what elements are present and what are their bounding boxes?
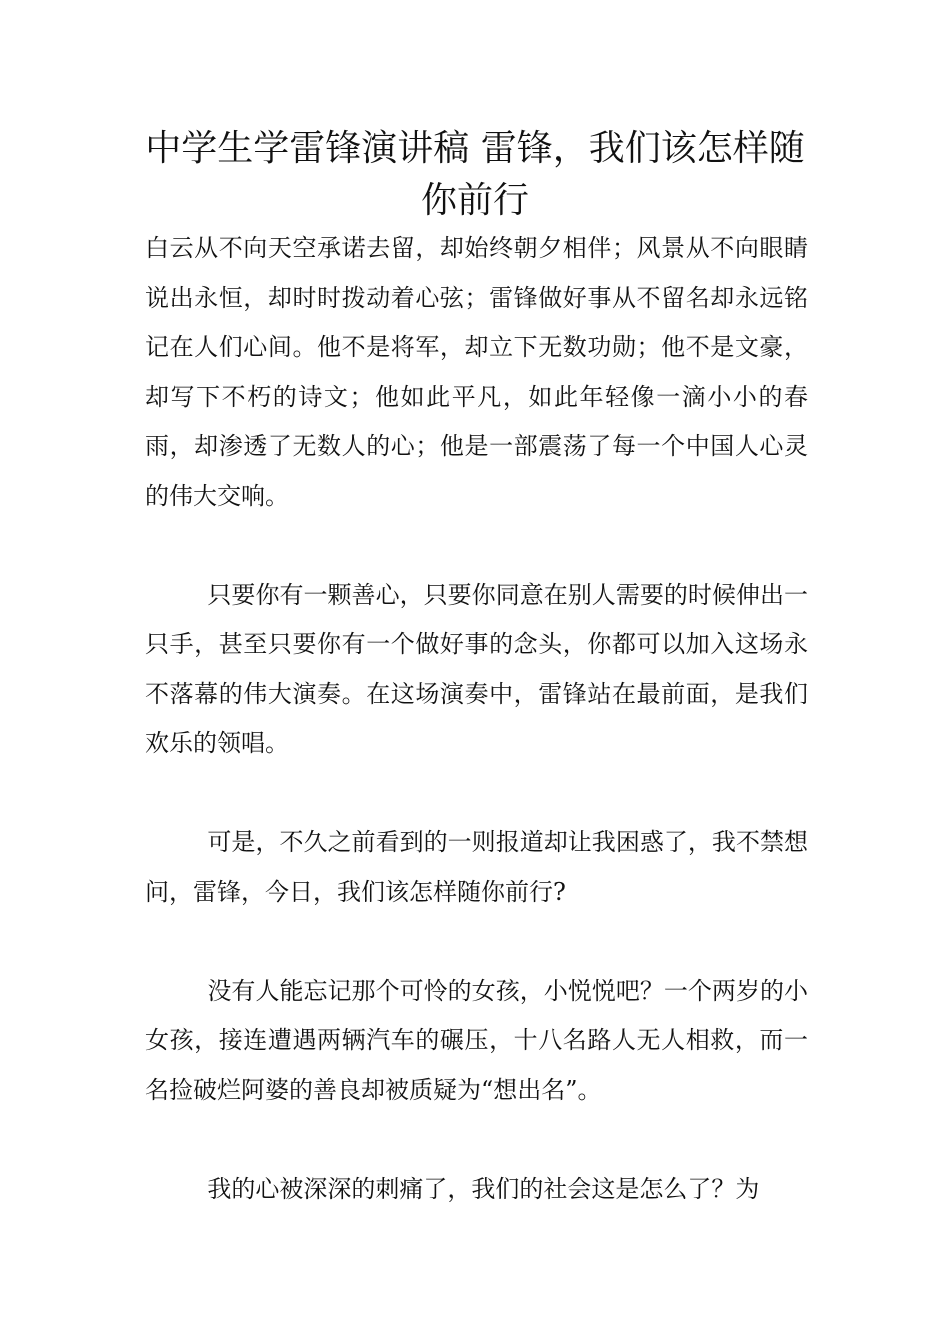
- paragraph-gap: [145, 917, 808, 967]
- paragraph-gap: [145, 521, 808, 571]
- document-title: 中学生学雷锋演讲稿 雷锋，我们该怎样随你前行: [145, 128, 805, 221]
- paragraph-3: 可是，不久之前看到的一则报道却让我困惑了，我不禁想问，雷锋，今日，我们该怎样随你前行?: [145, 828, 808, 906]
- paragraph-4: 没有人能忘记那个可怜的女孩，小悦悦吧？一个两岁的小女孩，接连遭遇两辆汽车的碾压，十八名路人无人相救，而一名捡破烂阿婆的善良却被质疑为“想出名”。: [145, 976, 808, 1104]
- paragraph-gap: [145, 1115, 808, 1165]
- paragraph-1: 白云从不向天空承诺去留，却始终朝夕相伴；风景从不向眼睛说出永恒，却时时拨动着心弦；雷锋做好事从不留名却永远铭记在人们心间。他不是将军，却立下无数功勋；他不是文豪，却写下不朽的诗文；他如此平凡，如此年轻像一滴小小的春雨，却渗透了无数人的心；他是一部震荡了每一个中国人心灵的伟大交响。: [145, 234, 808, 510]
- paragraph-2: 只要你有一颗善心，只要你同意在别人需要的时候伸出一只手，甚至只要你有一个做好事的念头，你都可以加入这场永不落幕的伟大演奏。在这场演奏中，雷锋站在最前面，是我们欢乐的领唱。: [145, 580, 808, 757]
- paragraph-5: 我的心被深深的刺痛了，我们的社会这是怎么了？为: [207, 1174, 760, 1203]
- document-body: [145, 224, 808, 1214]
- paragraph-gap: [145, 769, 808, 819]
